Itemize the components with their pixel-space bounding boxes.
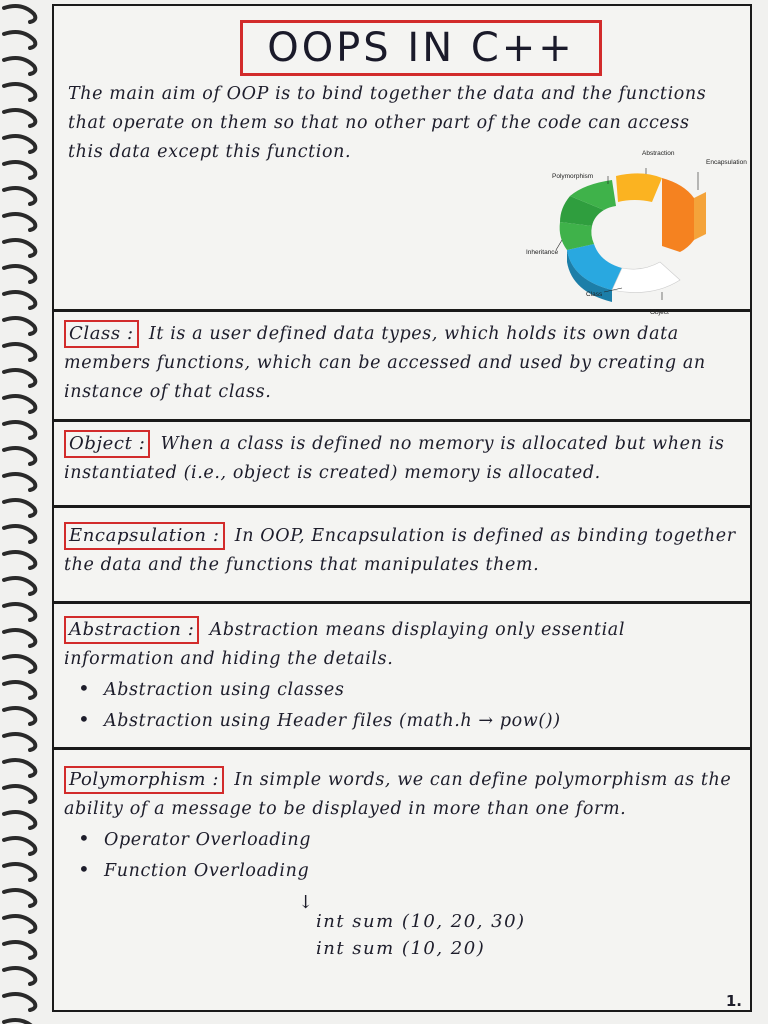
encapsulation-text: In OOP, Encapsulation is defined as binding together the data and the functions that manipulates them. xyxy=(64,526,736,575)
spiral-ring xyxy=(4,110,35,126)
spiral-ring xyxy=(4,422,35,438)
list-item: • Function Overloading xyxy=(78,855,740,886)
spiral-ring xyxy=(4,838,35,854)
spiral-ring xyxy=(4,136,35,152)
class-definition xyxy=(64,320,740,407)
spiral-ring xyxy=(4,786,35,802)
polymorphism-text: In simple words, we can define polymorphism as the ability of a message to be displayed in more than one form. xyxy=(64,770,732,819)
spiral-ring xyxy=(4,552,35,568)
class-term: Class : xyxy=(64,320,139,348)
diagram-label-abstraction: Abstraction xyxy=(642,150,675,157)
code-line: int sum (10, 20) xyxy=(316,938,486,959)
diagram-label-inheritance: Inheritance xyxy=(526,249,559,256)
encapsulation-section xyxy=(54,508,750,604)
spiral-ring xyxy=(4,370,35,386)
spiral-ring xyxy=(4,708,35,724)
diagram-label-polymorphism: Polymorphism xyxy=(552,173,594,180)
polymorphism-bullets xyxy=(64,824,740,886)
spiral-ring xyxy=(4,890,35,906)
object-term: Object : xyxy=(64,430,150,458)
spiral-ring xyxy=(4,162,35,178)
polymorphism-section xyxy=(54,750,750,1014)
polymorphism-term: Polymorphism : xyxy=(64,766,224,794)
spiral-ring xyxy=(4,6,35,22)
spiral-ring xyxy=(4,266,35,282)
spiral-ring xyxy=(4,968,35,984)
list-item: • Abstraction using Header files (math.h → pow()) xyxy=(78,705,740,736)
spiral-ring xyxy=(4,578,35,594)
diagram-segment-encapsulation xyxy=(662,178,694,252)
spiral-ring xyxy=(4,344,35,360)
list-item: • Operator Overloading xyxy=(78,824,740,855)
spiral-ring xyxy=(4,760,35,776)
spiral-ring xyxy=(4,604,35,620)
class-text: It is a user defined data types, which holds its own data members functions, which can be accessed and used by creating an instance of that class. xyxy=(64,324,706,402)
spiral-ring xyxy=(4,656,35,672)
polymorphism-definition xyxy=(64,766,740,886)
spiral-ring xyxy=(4,682,35,698)
intro-text: The main aim of OOP is to bind together the data and the functions that operate on them so that no other part of the code can access this data except this function. xyxy=(68,84,707,162)
encapsulation-term: Encapsulation : xyxy=(64,522,225,550)
down-arrow-icon: ↓ xyxy=(298,892,314,913)
diagram-segment-object xyxy=(612,262,680,292)
abstraction-bullets xyxy=(64,674,740,736)
oop-concepts-diagram xyxy=(512,140,752,316)
abstraction-definition xyxy=(64,616,740,736)
object-section xyxy=(54,422,750,508)
spiral-ring xyxy=(4,474,35,490)
intro-section xyxy=(54,6,750,316)
spiral-ring xyxy=(4,942,35,958)
spiral-ring xyxy=(4,1020,35,1024)
spiral-ring xyxy=(4,994,35,1010)
spiral-ring xyxy=(4,32,35,48)
spiral-ring xyxy=(4,734,35,750)
object-text: When a class is defined no memory is allocated but when is instantiated (i.e., object is created) memory is allocated. xyxy=(64,434,725,483)
abstraction-text: Abstraction means displaying only essential information and hiding the details. xyxy=(64,620,626,669)
abstraction-term: Abstraction : xyxy=(64,616,199,644)
spiral-binding xyxy=(0,0,46,1024)
code-example xyxy=(316,908,526,962)
spiral-ring xyxy=(4,84,35,100)
spiral-ring xyxy=(4,58,35,74)
page-title: OOPS IN C++ xyxy=(240,20,602,76)
diagram-segment-class xyxy=(567,244,622,290)
abstraction-section xyxy=(54,604,750,750)
spiral-ring xyxy=(4,214,35,230)
diagram-segment-abstraction xyxy=(616,173,662,202)
spiral-ring xyxy=(4,526,35,542)
spiral-ring xyxy=(4,448,35,464)
spiral-ring xyxy=(4,188,35,204)
spiral-ring xyxy=(4,500,35,516)
spiral-ring xyxy=(4,812,35,828)
spiral-ring xyxy=(4,292,35,308)
class-section xyxy=(54,312,750,422)
code-line: int sum (10, 20, 30) xyxy=(316,911,526,932)
list-item: • Abstraction using classes xyxy=(78,674,740,705)
spiral-ring xyxy=(4,630,35,646)
page-number: 1. xyxy=(725,992,742,1010)
diagram-label-encapsulation: Encapsulation xyxy=(706,159,747,166)
spiral-ring xyxy=(4,864,35,880)
spiral-ring xyxy=(4,318,35,334)
spiral-ring xyxy=(4,916,35,932)
spiral-ring xyxy=(4,396,35,412)
notebook-page xyxy=(52,4,752,1012)
diagram-label-object: Object xyxy=(650,309,669,316)
spiral-ring xyxy=(4,240,35,256)
object-definition xyxy=(64,430,740,488)
diagram-label-class: Class xyxy=(586,291,603,298)
encapsulation-definition xyxy=(64,522,740,580)
